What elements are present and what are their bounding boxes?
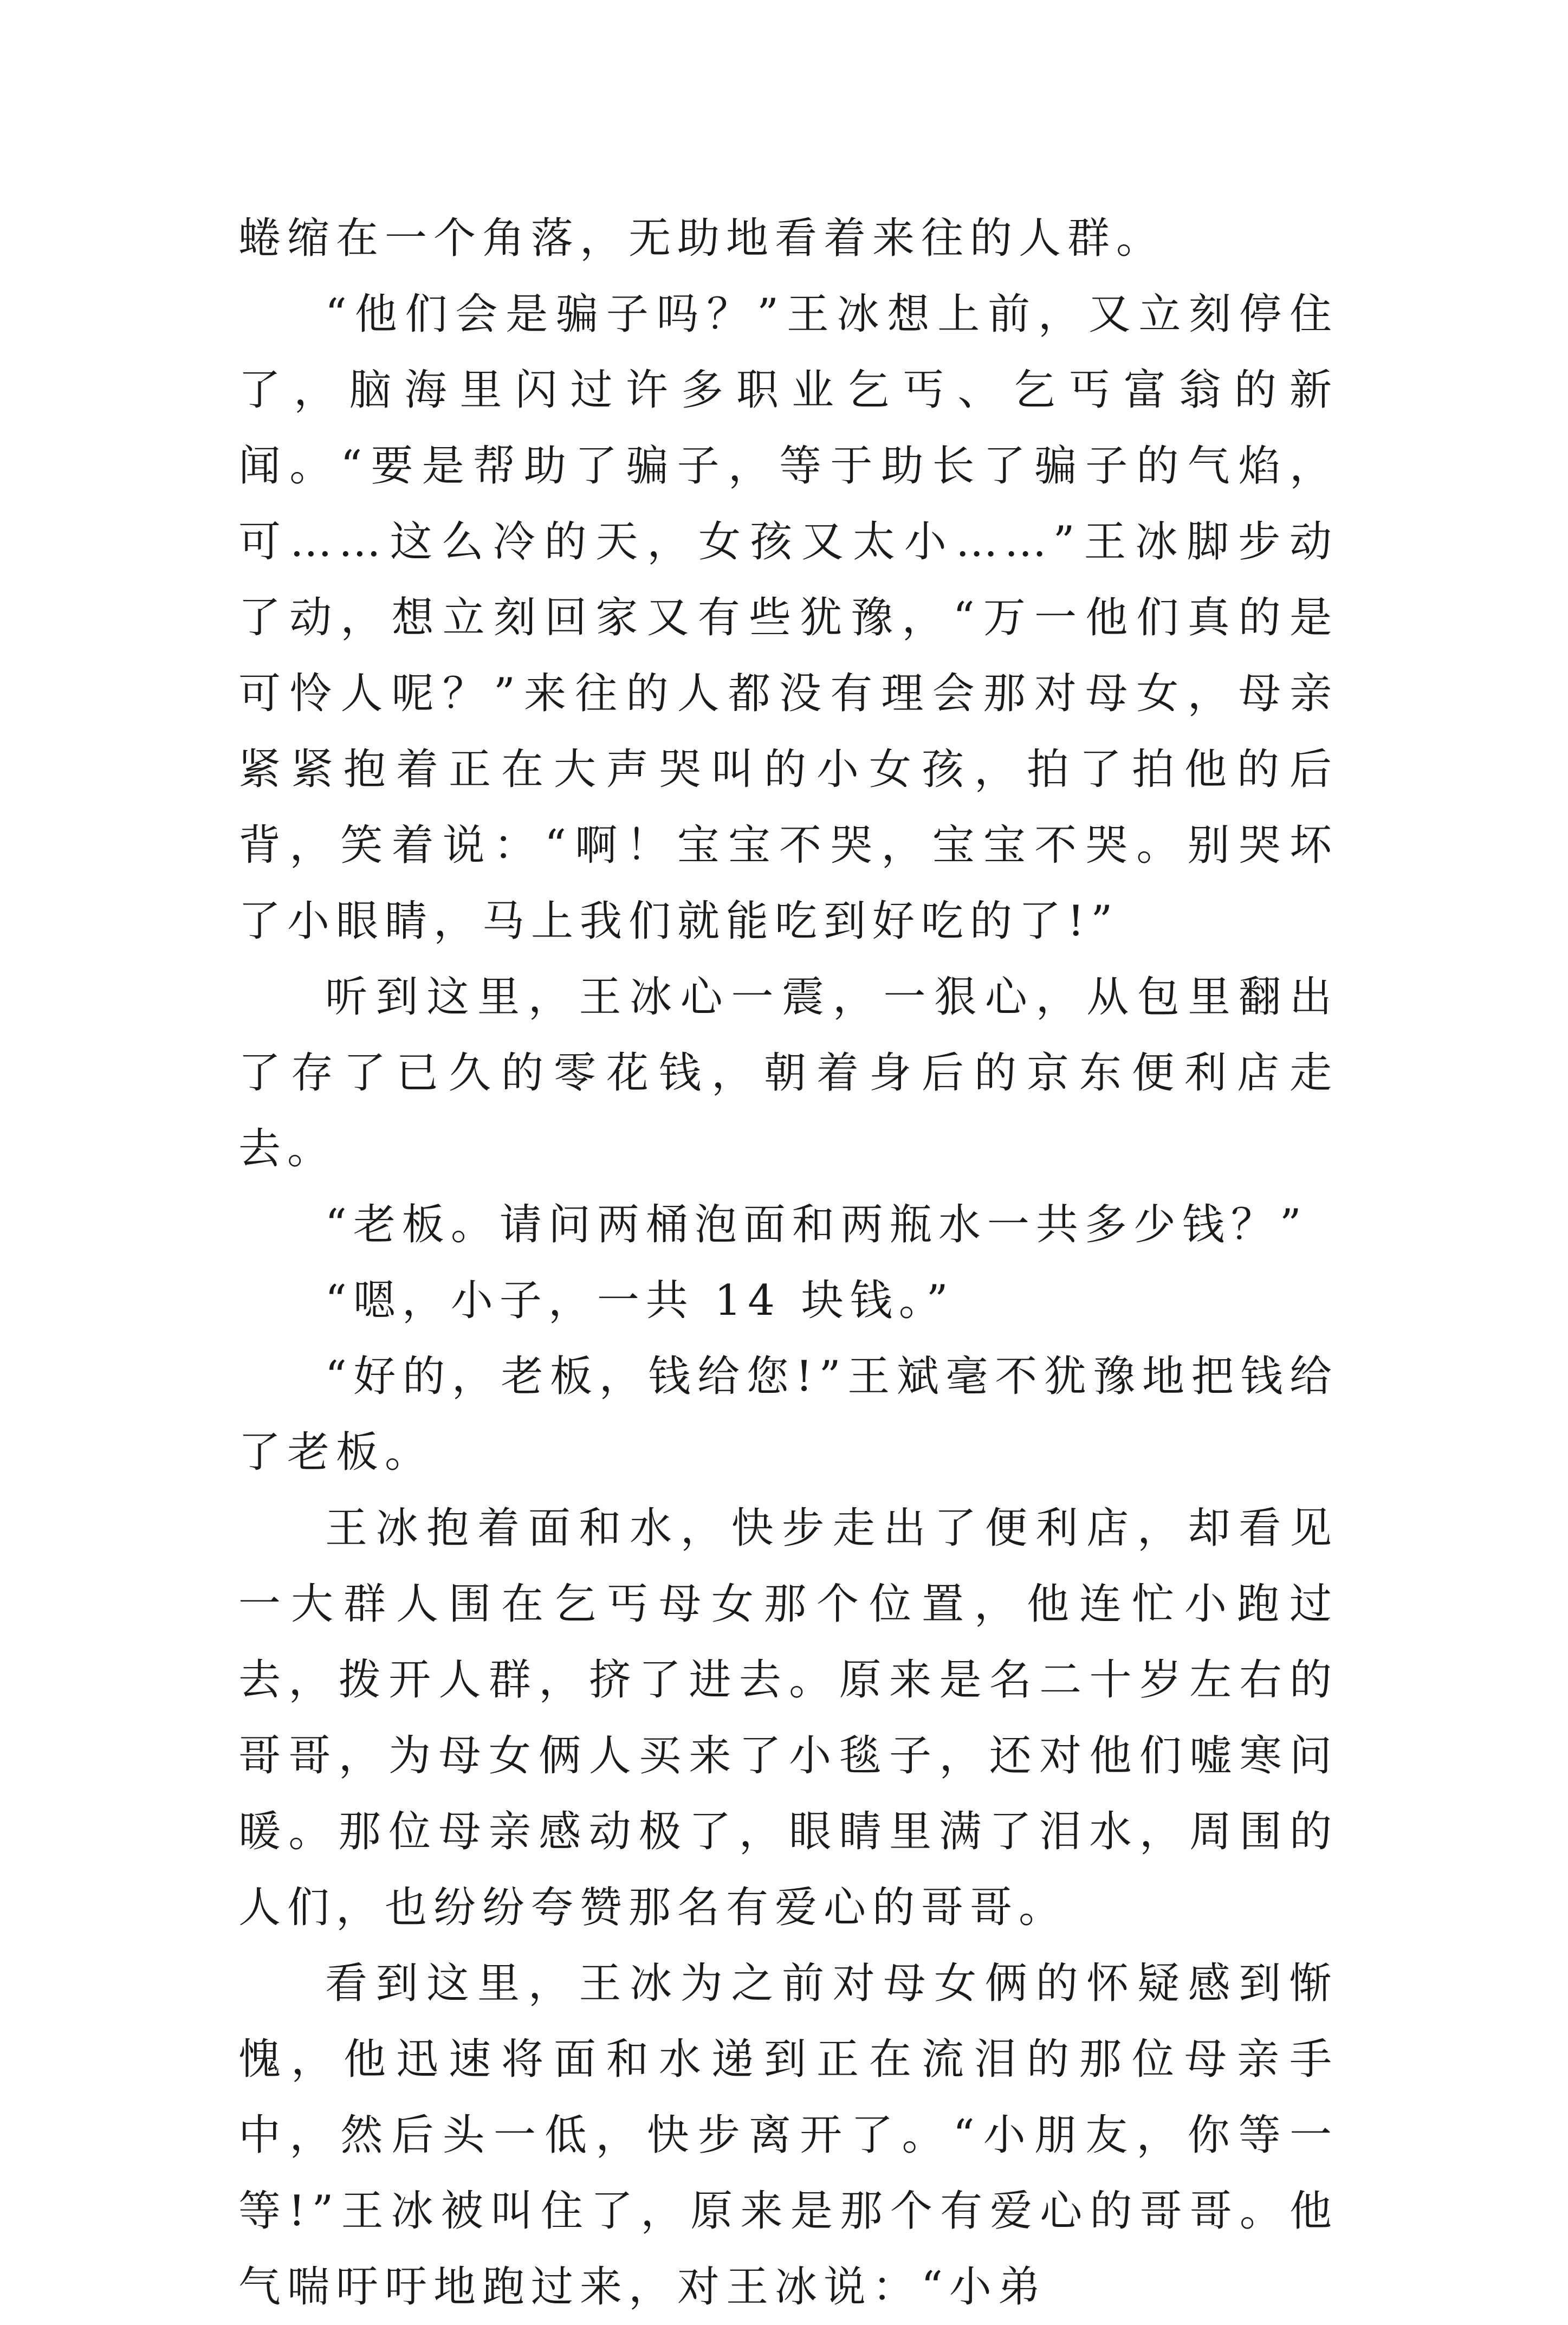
paragraph: “老板。请问两桶泡面和两瓶水一共多少钱？” <box>325 1200 1308 1249</box>
paragraph: 蜷缩在一个角落，无助地看着来往的人群。 <box>238 214 1165 263</box>
document-body <box>238 201 1338 2325</box>
paragraph: 王冰抱着面和水，快步走出了便利店，却看见一大群人围在乞丐母女那个位置，他连忙小跑过去，拨开人群，挤了进去。原来是名二十岁左右的哥哥，为母女俩人买来了小毯子，还对他们嘘寒问暖。那位母亲感动极了，眼睛里满了泪水，周围的人们，也纷纷夸赞那名有爱心的哥哥。 <box>238 1504 1338 1932</box>
paragraph: 看到这里，王冰为之前对母女俩的怀疑感到惭愧，他迅速将面和水递到正在流泪的那位母亲手中，然后头一低，快步离开了。“小朋友，你等一等!”王冰被叫住了，原来是那个有爱心的哥哥。他气喘吁吁地跑过来，对王冰说：“小弟 <box>238 1959 1338 2311</box>
paragraph: “他们会是骗子吗？”王冰想上前，又立刻停住了，脑海里闪过许多职业乞丐、乞丐富翁的新闻。“要是帮助了骗子，等于助长了骗子的气焰，可……这么冷的天，女孩又太小……”王冰脚步动了动，想立刻回家又有些犹豫，“万一他们真的是可怜人呢？”来往的人都没有理会那对母女，母亲紧紧抱着正在大声哭叫的小女孩，拍了拍他的后背，笑着说：“啊！宝宝不哭，宝宝不哭。别哭坏了小眼睛，马上我们就能吃到好吃的了!” <box>238 290 1338 946</box>
paragraph: “嗯，小子，一共 14 块钱。” <box>325 1276 955 1325</box>
paragraph: 听到这里，王冰心一震，一狠心，从包里翻出了存了已久的零花钱，朝着身后的京东便利店走去。 <box>238 973 1338 1173</box>
paragraph: “好的，老板，钱给您!”王斌毫不犹豫地把钱给了老板。 <box>238 1352 1338 1477</box>
